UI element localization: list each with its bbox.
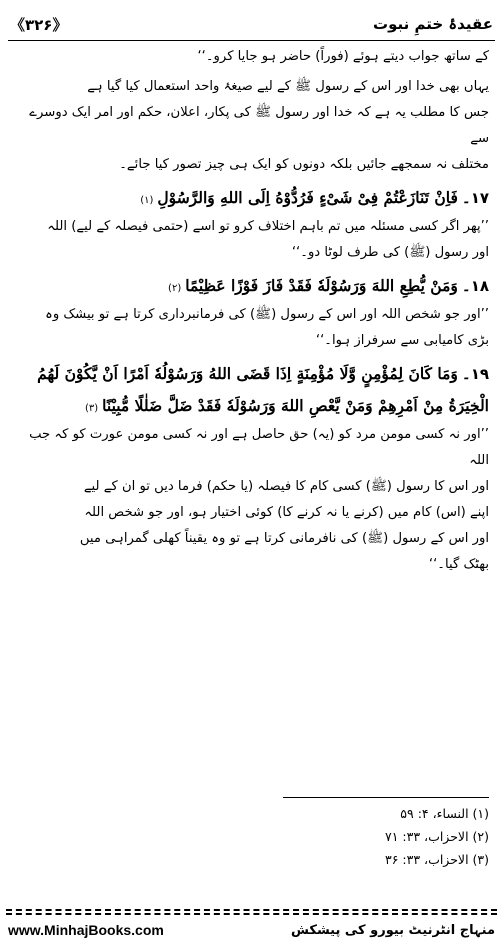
arabic-verse-line: الْخِیَرَةُ مِنْ اَمْرِهِمْ وَمَنْ یَّعْصِ اللهَ وَرَسُوْلَهٗ فَقَدْ ضَلَّ ضَلٰلًا مُّبِیْنًا (102, 396, 489, 415)
translation-line: بھٹک گیا۔‘‘ (428, 557, 489, 572)
translation-line: اور اس کا رسول (ﷺ) کسی کام کا فیصلہ (یا حکم) فرما دیں تو ان کے لیے (83, 479, 489, 494)
footer-rule (6, 909, 497, 911)
footnotes (14, 802, 489, 871)
arabic-verse-line: وَمَا كَانَ لِمُؤْمِنٍ وَّلَا مُؤْمِنَةٍ اِذَا قَضَی اللهُ وَرَسُوْلُهٗ اَمْرًا اَنْ یَّكُوْنَ لَهُمُ (37, 364, 458, 383)
running-title: عقیدۂ ختمِ نبوت (373, 15, 493, 33)
arabic-verse-line: وَمَنْ یُّطِعِ اللهَ وَرَسُوْلَهٗ فَقَدْ فَازَ فَوْزًا عَظِیْمًا (185, 276, 458, 295)
footnote-rule (283, 797, 489, 798)
translation-line: ’’اور جو شخص اللہ اور اس کے رسول (ﷺ) کی فرمانبرداری کرتا ہے تو بیشک وہ (45, 307, 489, 322)
footnote-marker[interactable]: (۲) (168, 283, 182, 294)
verse-number: ۱۸۔ (461, 277, 489, 295)
footnote-marker[interactable]: (۳) (84, 403, 99, 414)
translation-line: اپنے (اس) کام میں (کرنے یا نہ کرنے کا) کوئی اختیار ہو، اور جو شخص اللہ (84, 505, 489, 520)
publisher-credit: منہاج انٹرنیٹ بیورو کی پیشکش (291, 922, 495, 938)
footnote-item: (۳) الاحزاب، ۳۳: ۳۶ (385, 852, 489, 867)
paragraph-line: جس کا مطلب یہ ہے کہ خدا اور رسول ﷺ کی پکار، اعلان، حکم اور امر ایک دوسرے سے (29, 105, 489, 146)
verse-19-cont (14, 390, 489, 422)
paragraph-line: یہاں بھی خدا اور اس کے رسول ﷺ کے لیے صیغۂ واحد استعمال کیا گیا ہے (87, 79, 489, 94)
footnote-item: (۲) الاحزاب، ۳۳: ۷۱ (385, 829, 489, 844)
intro-line: کے ساتھ جواب دیتے ہوئے (فوراً) حاضر ہو جایا کرو۔‘‘ (197, 49, 489, 64)
main-text (14, 44, 489, 578)
verse-number: ۱۷۔ (461, 189, 489, 207)
translation-line: اور رسول (ﷺ) کی طرف لوٹا دو۔‘‘ (291, 245, 489, 260)
verse-18 (14, 270, 489, 302)
paragraph-line: مختلف نہ سمجھے جائیں بلکہ دونوں کو ایک ہی چیز تصور کیا جائے۔ (119, 157, 489, 172)
verse-number: ۱۹۔ (461, 365, 489, 383)
footnote-marker[interactable]: (۱) (140, 195, 154, 206)
translation-line: ’’پھر اگر کسی مسئلہ میں تم باہم اختلاف کرو تو اسے (حتمی فیصلہ کے لیے) اللہ (47, 219, 489, 234)
footer-rule (6, 913, 497, 915)
translation-line: ’’اور نہ کسی مومن مرد کو (یہ) حق حاصل ہے اور نہ کسی مومن عورت کو کہ جب اللہ (29, 427, 489, 468)
footnote-item: (۱) النساء، ۴: ۵۹ (400, 806, 489, 821)
page-header (10, 10, 493, 38)
page-footer (8, 917, 495, 943)
translation-line: بڑی کامیابی سے سرفراز ہوا۔‘‘ (315, 333, 489, 348)
verse-19 (14, 358, 489, 390)
website-link[interactable]: www.MinhajBooks.com (8, 922, 164, 938)
arabic-verse-line: فَاِنْ تَنَازَعْتُمْ فِیْ شَیْءٍ فَرُدُّوْهُ اِلَی اللهِ وَالرَّسُوْلِ (157, 188, 458, 207)
verse-17 (14, 182, 489, 214)
page-number: 《۳۲۶》 (10, 15, 68, 34)
header-rule (8, 40, 495, 41)
translation-line: اور اس کے رسول (ﷺ) کی نافرمانی کرتا ہے تو وہ یقیناً کھلی گمراہی میں (79, 531, 489, 546)
